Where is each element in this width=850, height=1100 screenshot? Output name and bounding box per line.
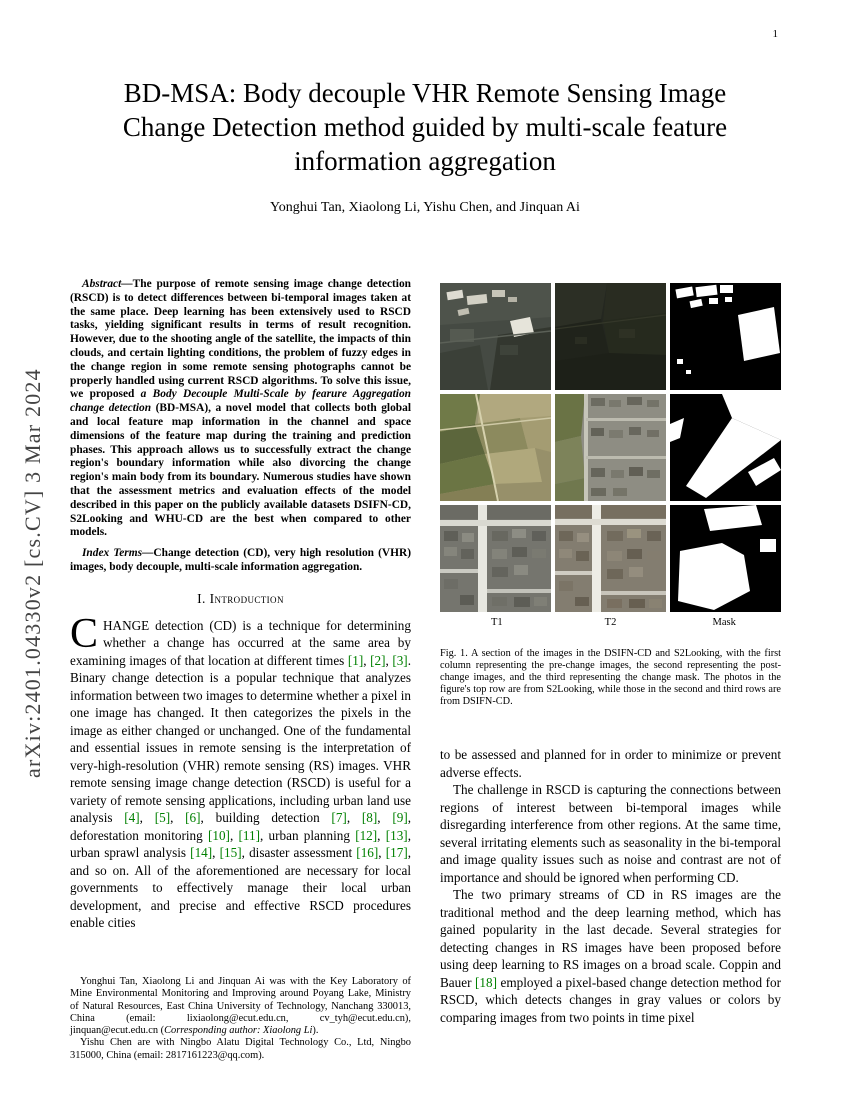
abstract-label: Abstract—: [82, 278, 133, 290]
text-run: Corresponding author: Xiaolong Li: [164, 1025, 313, 1037]
text-run: ).: [312, 1025, 319, 1037]
text-run: Yonghui Tan, Xiaolong Li and Jinquan Ai was with the Key Laboratory of Mine Environmental Monitoring and Improving around Poyang Lake, Ministry of Natural Resources, East China University of Technology, Nanchang 330013, China (email: lixiaolong@ecut.edu.cn, cv_tyh@ecut.edu.cn), jinquan@ecut.edu.cn (: [70, 976, 411, 1037]
text-run: ,: [170, 810, 186, 826]
figure1-r2-post-change-image: [555, 394, 666, 501]
text-run: HANGE detection (CD) is a technique for determining whether a change has occurred at the same area by examining images of that location at different times: [70, 617, 411, 668]
text-run: employed a pixel-based change detection method for RSCD, which detects changes in gray values or colors by comparing images from two points in time pixel: [440, 974, 781, 1025]
introduction-paragraph: [70, 610, 412, 932]
satellite-image-svg: [440, 283, 551, 390]
figure1-r1-pre-change-image: [440, 283, 551, 390]
figure-1-caption: Fig. 1. A section of the images in the DSIFN-CD and S2Looking, with the first column representing the pre-change images, the second representing the post-change images, and the third representing the change mask. The photos in the figure's top row are from S2Looking, while those in the second and third rows are from DSIFN-CD.: [440, 648, 781, 708]
figure-1-column-labels: [440, 617, 781, 628]
figure1-r3-post-change-image: [555, 505, 666, 612]
abstract-text: [70, 278, 411, 538]
label-mask: Mask: [712, 617, 736, 628]
author-footnotes: [70, 976, 411, 1062]
text-run: ,: [229, 827, 239, 843]
footnote-affiliation-1: [70, 976, 411, 1037]
text-run: ,: [346, 810, 362, 826]
citation-link[interactable]: [6]: [185, 810, 201, 826]
text-run: ,: [377, 810, 393, 826]
text-run: (BD-MSA), a novel model that collects both global and local feature map information in the channel and space dimensions of the feature map during the training and prediction phases. This approach allows us to successfully extract the change region's boundary information while also divorcing the change region's main body from its boundary. Numerous studies have shown that the assessment metrics and evaluation effects of the model described in this paper on the publicly available datasets DSIFN-CD, S2Looking and WHU-CD are the best when compared to other models.: [70, 402, 411, 539]
text-run: , disaster assessment: [241, 845, 357, 861]
abstract-paragraph: [70, 278, 411, 540]
figure-1-grid: [440, 283, 781, 612]
satellite-image-svg: [440, 394, 551, 501]
citation-link[interactable]: [2]: [370, 652, 386, 668]
arxiv-watermark: arXiv:2401.04330v2 [cs.CV] 3 Mar 2024: [20, 368, 45, 778]
paragraph-challenge: The challenge in RSCD is capturing the connections between regions of interest between bi-temporal images while disregarding interference from other regions. At the same time, several irritating elements such as seasonality in the bi-temporal and image quality issues such as noise and contrast are not of importance and should be ignored when performing CD.: [440, 782, 781, 885]
label-t2: T2: [604, 617, 617, 628]
left-column: [70, 278, 411, 932]
figure-1: [440, 283, 781, 708]
mask-image-svg: [670, 394, 781, 501]
index-terms-paragraph: [70, 547, 411, 575]
citation-link[interactable]: [9]: [392, 810, 408, 826]
section-heading-introduction: I. Introduction: [197, 590, 284, 606]
paper-title: BD-MSA: Body decouple VHR Remote Sensing Image Change Detection method guided by multi-scale feature information aggregation: [122, 78, 728, 176]
citation-link[interactable]: [16]: [356, 845, 379, 861]
citation-link[interactable]: [17]: [385, 845, 408, 861]
figure1-r3-change-mask: [670, 505, 781, 612]
text-run: ,: [378, 845, 386, 861]
citation-link[interactable]: [12]: [355, 827, 378, 843]
dropcap-c: C: [70, 610, 99, 657]
text-run: The purpose of remote sensing image change detection (RSCD) is to detect differences between bi-temporal images taken at the same place. Deep learning has been extensively used to RSCD tasks, yielding significant results in terms of result recognition. However, due to the shooting angle of the satellite, the impacts of thin clouds, and certain lighting conditions, the problem of fuzzy edges in the change region in some remote sensing photographs cannot be properly handled using current RSCD algorithms. To solve this issue, we proposed: [70, 278, 411, 401]
mask-image-svg: [670, 505, 781, 612]
mask-image-svg: [670, 283, 781, 390]
figure1-r3-pre-change-image: [440, 505, 551, 612]
citation-link[interactable]: [13]: [385, 827, 408, 843]
right-column: [440, 278, 781, 1026]
citation-link[interactable]: [11]: [238, 827, 260, 843]
figure1-r1-change-mask: [670, 283, 781, 390]
text-run: ,: [139, 810, 155, 826]
citation-link[interactable]: [14]: [190, 845, 213, 861]
figure1-r2-pre-change-image: [440, 394, 551, 501]
text-run: , urban planning: [259, 827, 356, 843]
footnote-affiliation-2: Yishu Chen are with Ningbo Alatu Digital Technology Co., Ltd, Ningbo 315000, China (email: 2817161223@qq.com).: [70, 1037, 411, 1061]
citation-link[interactable]: [15]: [219, 845, 242, 861]
page-number: 1: [772, 28, 778, 40]
citation-link[interactable]: [10]: [207, 827, 230, 843]
text-run: . Binary change detection is a popular technique that analyzes information between two images to determine whether a pixel in one image has changed. It then categorizes the pixels in the image as either changed or unchanged. One of the fundamental and essential issues in remote sensing is the interpretation of very-high-resolution (VHR) remote sensing (RS) images. VHR remote sensing image change detection (RSCD) is useful for a variety of remote sensing applications, including urban land use analysis: [70, 652, 411, 826]
text-run: ,: [212, 845, 220, 861]
citation-link[interactable]: [8]: [361, 810, 378, 826]
text-run: , building detection: [200, 810, 332, 826]
satellite-image-svg: [440, 505, 551, 612]
text-run: The two primary streams of CD in RS images are the traditional method and the deep learning method, which has gained popularity in the last decade. Several strategies for detecting changes in RS images have been proposed before using deep learning to RS images on a broad scale. Coppin and Bauer: [440, 887, 781, 990]
text-run: , deforestation monitoring: [70, 810, 412, 843]
text-run: ,: [385, 652, 393, 668]
text-run: , urban sprawl analysis: [70, 827, 411, 861]
text-run: ,: [363, 652, 371, 668]
index-terms-text: Change detection (CD), very high resolution (VHR) images, body decouple, multi-scale information aggregation.: [70, 547, 411, 573]
figure1-r1-post-change-image: [555, 283, 666, 390]
paper-authors: Yonghui Tan, Xiaolong Li, Yishu Chen, and Jinquan Ai: [270, 200, 580, 215]
paragraph-two-streams: [440, 886, 781, 1026]
text-run: ,: [377, 827, 386, 843]
satellite-image-svg: [555, 394, 666, 501]
figure1-r2-change-mask: [670, 394, 781, 501]
satellite-image-svg: [555, 283, 666, 390]
citation-link[interactable]: [1]: [347, 652, 364, 668]
paragraph-continuation: to be assessed and planned for in order to minimize or prevent adverse effects.: [440, 747, 781, 780]
citation-link[interactable]: [18]: [475, 974, 498, 990]
introduction-text: [70, 610, 412, 931]
label-t1: T1: [491, 617, 503, 628]
citation-link[interactable]: [3]: [392, 652, 408, 668]
citation-link[interactable]: [4]: [124, 810, 140, 826]
text-run: , and so on. All of the aforementioned are necessary for local governments to effectively manage their local urban development, and precise and effective RSCD procedures enable cities: [70, 845, 412, 931]
citation-link[interactable]: [7]: [331, 810, 347, 826]
text-run: a Body Decouple Multi-Scale by fearure Aggregation change detection: [70, 388, 411, 415]
satellite-image-svg: [555, 505, 666, 612]
index-terms-label: Index Terms—: [82, 547, 154, 560]
citation-link[interactable]: [5]: [154, 810, 171, 826]
